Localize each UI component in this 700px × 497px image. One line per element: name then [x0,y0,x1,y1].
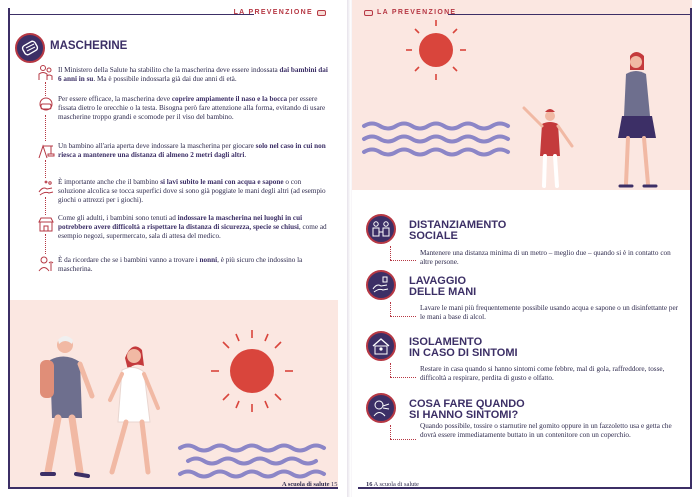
illustration-child-and-mother [352,20,692,190]
mother-figure [618,52,656,186]
home-icon [366,331,396,361]
waves [180,446,324,477]
hands-icon [366,270,396,300]
paragraph-6: È da ricordare che se i bambini vanno a trovare i nonni, è più sicuro che indossino la mascherina. [58,256,303,274]
header-rule [448,14,692,15]
section-text: Lavare le mani più frequentemente possibile usando acqua e sapone o un disinfettante per le mani a base di alcol. [420,304,679,322]
running-header-label: LA PREVENZIONE [377,9,457,16]
sun-icon [406,20,466,80]
page-footer-left: A scuola di salute 15 [282,481,338,488]
waves [364,124,508,155]
section-text: Quando possibile, tossire o starnutire nel gomito oppure in un fazzoletto usa e getta che dovrà essere immediatamente buttato in un contenitore con un coperchio. [420,422,672,440]
section-title: ISOLAMENTO IN CASO DI SINTOMI [409,336,518,359]
dotted-connector [390,439,416,440]
distance-icon [366,214,396,244]
running-header [364,9,456,16]
dotted-connector [390,377,416,378]
paragraph-5: Come gli adulti, i bambini sono tenuti ad indossare la mascherina nei luoghi in cui potrebbero avere difficoltà a rispettare la distanza di sicurezza, specie se chiusi, come ad esempio negozi, supermercato, sala di attesa del medico. [58,214,327,241]
section-title: COSA FARE QUANDO SI HANNO SINTOMI? [409,398,525,421]
mask-mini-icon [364,10,373,16]
dotted-connector [45,234,46,254]
face-mask-icon [37,96,55,113]
section-title: LAVAGGIO DELLE MANI [409,275,477,298]
child-figure [524,108,572,186]
dotted-connector [390,316,416,317]
running-header [234,9,326,16]
dotted-connector [390,363,391,377]
mask-mini-icon [317,10,326,16]
dotted-connector [390,260,416,261]
right-page [352,0,700,497]
header-rule [10,14,254,15]
illustration-family-walking [10,300,338,487]
paragraph-4: È importante anche che il bambino si lavi subito le mani con acqua e sapone o con soluzione alcolica se tocca superfici dove si sono già poggiate le mani degli altri (ad esempio giochi o attrezzi per i giochi). [58,178,326,205]
section-title: MASCHERINE [50,40,128,52]
mask-icon [15,33,45,63]
paragraph-3: Un bambino all'aria aperta deve indossare la mascherina per giocare solo nel caso in cui non riesca a mantenere una distanza di almeno 2 metri dagli altri. [58,142,326,160]
section-text: Mantenere una distanza minima di un metro – meglio due – quando si è in contatto con altre persone. [420,249,671,267]
left-page [0,0,348,497]
section-lavaggio [362,270,684,330]
section-distanziamento [362,214,684,274]
man-figure [40,336,92,476]
shop-icon [37,216,55,233]
page-footer-right: 16 A scuola di salute [366,481,419,488]
sun-icon [211,330,293,412]
dotted-connector [45,197,46,215]
section-title: DISTANZIAMENTO SOCIALE [409,219,507,242]
family-icon [37,64,55,81]
section-sintomi [362,393,684,463]
sneeze-icon [366,393,396,423]
section-text: Restare in casa quando si hanno sintomi come febbre, mal di gola, raffreddore, tosse, difficoltà a respirare, perdita di gusto e olfatto. [420,365,665,383]
running-header-label: LA PREVENZIONE [233,9,313,16]
dotted-connector [390,425,391,439]
dotted-connector [45,160,46,178]
dotted-connector [390,246,391,260]
handwash-icon [37,180,55,197]
section-isolamento [362,331,684,391]
woman-figure [110,346,158,472]
paragraph-2: Per essere efficace, la mascherina deve coprire ampiamente il naso e la bocca per essere fissata dietro le orecchie o la testa. Bisogna però fare attenzione alla forma, evitando di usare mascherine troppo grandi e scomode per il viso del bambino. [58,95,326,122]
dotted-connector [45,82,46,96]
dotted-connector [390,302,391,316]
grandparent-icon [37,255,55,272]
paragraph-1: Il Ministero della Salute ha stabilito che la mascherina deve essere indossata dai bambini dai 6 anni in su. Ma è possibile indossarla già dai due anni di età. [58,66,328,84]
playground-icon [37,142,55,159]
dotted-connector [45,115,46,141]
